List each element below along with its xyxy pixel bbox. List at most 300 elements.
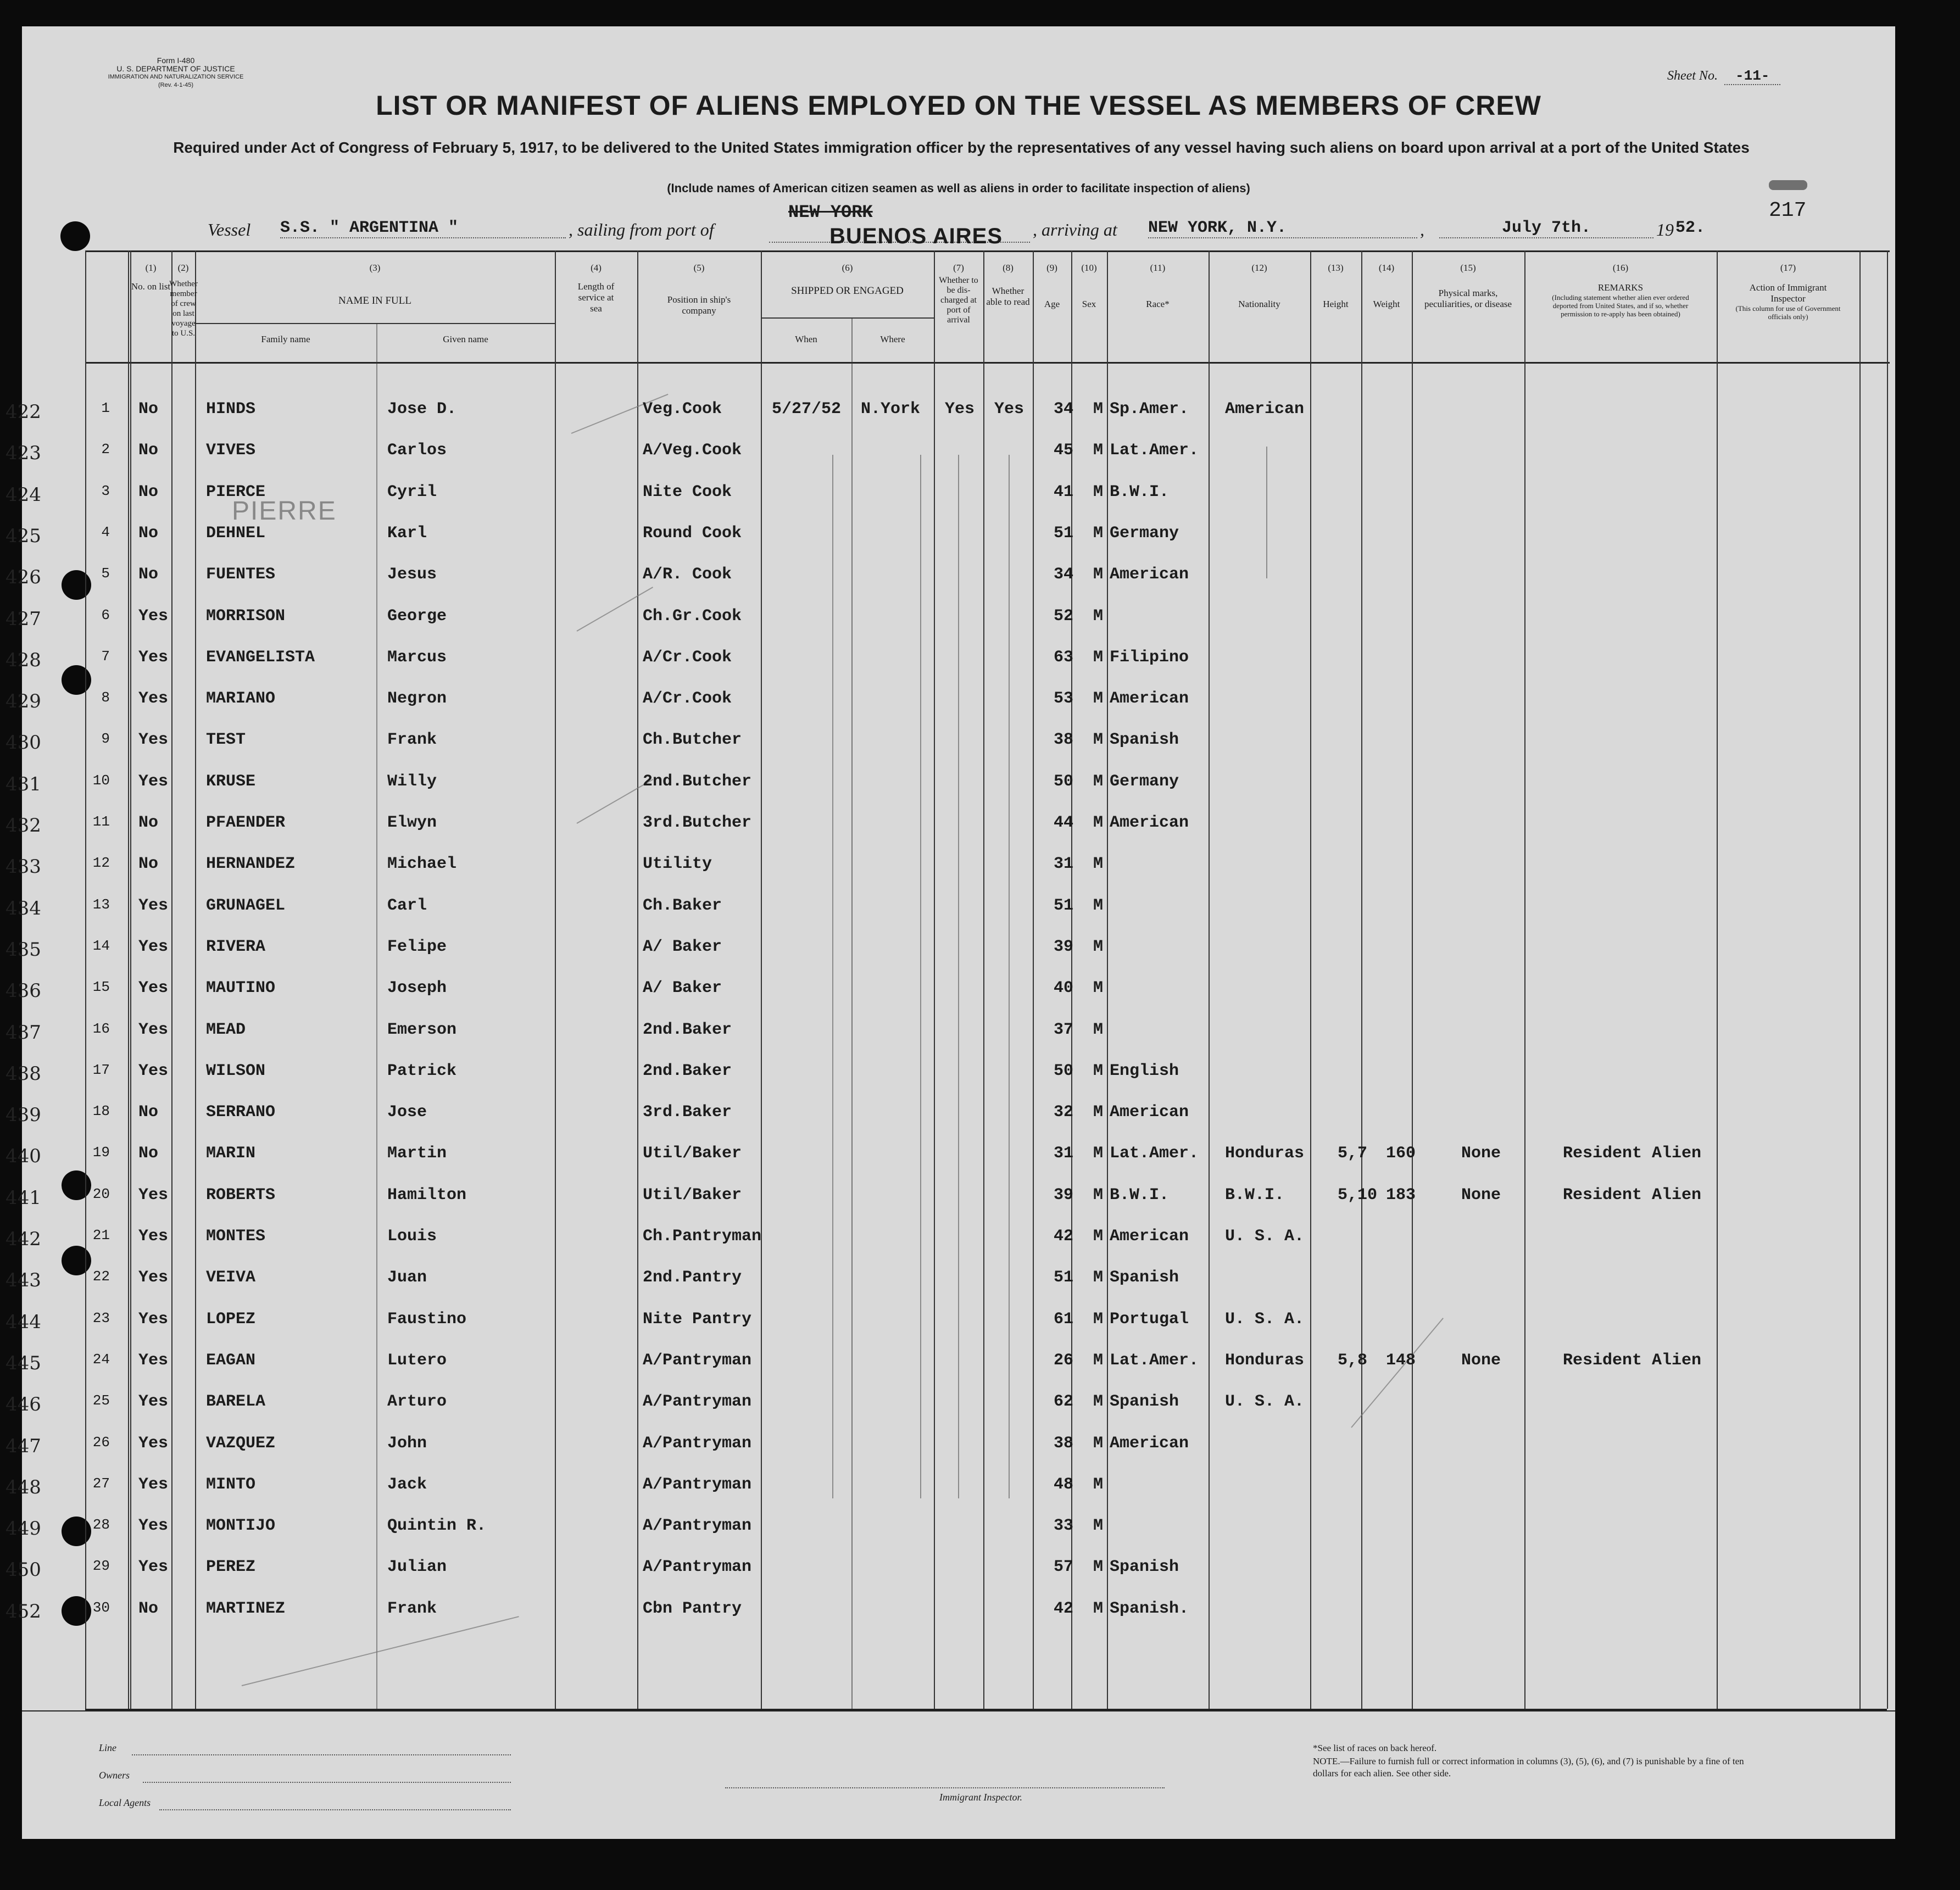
races-note: *See list of races on back hereof. — [1313, 1743, 1437, 1753]
table-row — [5, 523, 1895, 557]
col8-header — [983, 263, 1033, 308]
race-cell: English — [1110, 1061, 1179, 1080]
col-note: (This column for use of Government officials only) — [1735, 304, 1841, 321]
sex-cell: M — [1093, 1144, 1104, 1163]
age-cell: 61 — [1054, 1309, 1074, 1329]
list-number-cell: 3 — [101, 482, 110, 499]
col-label: Physical marks, peculiarities, or disease — [1424, 288, 1512, 309]
given-name-cell: Patrick — [387, 1061, 457, 1080]
col4-header — [555, 263, 637, 314]
col-label: Race* — [1146, 299, 1170, 309]
port-struck: NEW YORK — [788, 202, 873, 222]
form-id-block — [93, 57, 258, 90]
sex-cell: M — [1093, 606, 1104, 626]
inspector-label: Immigrant Inspector. — [939, 1792, 1022, 1803]
struck-number-blot — [1769, 180, 1807, 190]
physical-marks-cell: None — [1461, 1185, 1501, 1205]
handwritten-row-number: 422 — [5, 401, 41, 423]
family-name-cell: MARIN — [206, 1144, 256, 1163]
col10-header — [1071, 263, 1107, 310]
col-label: REMARKS — [1597, 282, 1644, 293]
age-cell: 51 — [1054, 1268, 1074, 1287]
race-cell: Lat.Amer. — [1110, 1351, 1199, 1370]
col-label: Action of Immigrant Inspector — [1749, 282, 1827, 304]
table-row — [5, 731, 1895, 763]
table-row — [5, 1268, 1895, 1301]
list-number-cell: 1 — [101, 400, 110, 416]
family-name-cell: MARIANO — [206, 689, 276, 709]
last-voyage-cell: No — [138, 523, 159, 543]
handwritten-row-number: 448 — [5, 1476, 41, 1498]
handwritten-row-number: 427 — [5, 607, 41, 630]
list-number-cell: 15 — [92, 979, 110, 996]
given-name-cell: Michael — [387, 855, 457, 874]
family-name-cell: MORRISON — [206, 606, 286, 626]
given-name-cell: Carl — [387, 896, 427, 915]
handwritten-row-number: 441 — [5, 1186, 41, 1209]
given-name-cell: Elwyn — [387, 813, 437, 832]
list-number-cell: 22 — [92, 1268, 110, 1285]
form-revision: (Rev. 4-1-45) — [158, 82, 193, 88]
age-cell: 50 — [1054, 772, 1074, 791]
age-cell: 31 — [1054, 855, 1074, 874]
handwritten-row-number: 435 — [5, 938, 41, 961]
page-title: LIST OR MANIFEST OF ALIENS EMPLOYED ON THE VESSEL AS MEMBERS OF CREW — [376, 90, 1541, 121]
race-cell: B.W.I. — [1110, 482, 1170, 501]
age-cell: 52 — [1054, 606, 1074, 626]
position-cell: Veg.Cook — [643, 400, 722, 419]
race-cell: American — [1110, 565, 1189, 584]
inspector-signature-line — [725, 1779, 1165, 1788]
manifest-sheet — [5, 26, 1895, 1839]
given-name-cell: Jack — [387, 1475, 427, 1494]
family-name-cell: DEHNEL — [206, 523, 266, 543]
table-row — [5, 1558, 1895, 1591]
handwritten-row-number: 449 — [5, 1518, 41, 1540]
family-name-cell: VIVES — [206, 441, 256, 460]
table-row — [5, 855, 1895, 888]
col-num: (13) — [1328, 263, 1344, 273]
last-voyage-cell: Yes — [138, 1475, 169, 1494]
height-cell: 5,10 — [1338, 1185, 1378, 1205]
physical-marks-cell: None — [1461, 1144, 1501, 1163]
form-agency: U. S. DEPARTMENT OF JUSTICE — [116, 64, 235, 73]
last-voyage-cell: No — [138, 855, 159, 874]
position-cell: A/R. Cook — [643, 565, 732, 584]
handwritten-row-number: 440 — [5, 1145, 41, 1168]
position-cell: A/ Baker — [643, 979, 722, 998]
penalty-note: NOTE.—Failure to furnish full or correct information in columns (3), (5), (6), and (7) is punishable by a fine of ten dollars for each alien. See other side. — [1313, 1756, 1744, 1779]
remarks-cell: Resident Alien — [1563, 1185, 1702, 1205]
family-name-cell: HINDS — [206, 400, 256, 419]
given-name-cell: Joseph — [387, 979, 447, 998]
table-row — [5, 400, 1895, 433]
col-num: (7) — [953, 263, 964, 273]
last-voyage-cell: Yes — [138, 1309, 169, 1329]
col-label: NAME IN FULL — [338, 295, 411, 306]
given-name-cell: Arturo — [387, 1392, 447, 1412]
sex-cell: M — [1093, 689, 1104, 709]
last-voyage-cell: Yes — [138, 1061, 169, 1080]
age-cell: 41 — [1054, 482, 1074, 501]
table-row — [5, 979, 1895, 1012]
handwritten-row-number: 444 — [5, 1311, 41, 1333]
list-number-cell: 28 — [92, 1517, 110, 1534]
col-label: No. on list — [131, 281, 171, 292]
last-voyage-cell: No — [138, 1103, 159, 1122]
given-name-cell: Cyril — [387, 482, 437, 501]
family-name-cell: MONTIJO — [206, 1517, 276, 1536]
race-cell: American — [1110, 813, 1189, 832]
sex-cell: M — [1093, 937, 1104, 956]
given-name-cell: Hamilton — [387, 1185, 467, 1205]
discharge-cell: Yes — [945, 400, 975, 419]
col-label: Whether to be dis-charged at port of arrival — [939, 276, 978, 325]
handwritten-annotation: PIERRE — [232, 497, 337, 526]
last-voyage-cell: No — [138, 813, 159, 832]
family-name-cell: SERRANO — [206, 1103, 276, 1122]
age-cell: 39 — [1054, 937, 1074, 956]
handwritten-row-number: 432 — [5, 815, 41, 837]
list-number-cell: 27 — [92, 1475, 110, 1492]
table-row — [5, 648, 1895, 681]
handwritten-row-number: 452 — [5, 1600, 41, 1623]
age-cell: 40 — [1054, 979, 1074, 998]
given-name-cell: Jose D. — [387, 400, 457, 419]
remarks-cell: Resident Alien — [1563, 1144, 1702, 1163]
family-name-cell: PIERCE — [206, 482, 266, 501]
position-cell: Utility — [643, 855, 712, 874]
col-label: Position in ship's company — [667, 294, 731, 316]
position-cell: 2nd.Butcher — [643, 772, 752, 791]
given-name-cell: Emerson — [387, 1020, 457, 1039]
list-number-cell: 8 — [101, 689, 110, 706]
table-row — [5, 1020, 1895, 1053]
last-voyage-cell: Yes — [138, 648, 169, 667]
footer-agents-field — [159, 1800, 511, 1810]
position-cell: A/Pantryman — [643, 1434, 752, 1453]
given-name-cell: Marcus — [387, 648, 447, 667]
list-number-cell: 25 — [92, 1392, 110, 1409]
table-row — [5, 1061, 1895, 1095]
age-cell: 62 — [1054, 1392, 1074, 1412]
given-name-cell: Willy — [387, 772, 437, 791]
sex-cell: M — [1093, 855, 1104, 874]
nationality-cell: Honduras — [1225, 1351, 1305, 1370]
family-name-cell: PFAENDER — [206, 813, 286, 832]
age-cell: 38 — [1054, 1434, 1074, 1453]
sex-cell: M — [1093, 1558, 1104, 1577]
remarks-cell: Resident Alien — [1563, 1351, 1702, 1370]
last-voyage-cell: Yes — [138, 606, 169, 626]
sex-cell: M — [1093, 813, 1104, 832]
family-name-cell: KRUSE — [206, 772, 256, 791]
col14-header — [1361, 263, 1412, 310]
list-number-cell: 5 — [101, 565, 110, 582]
list-number-cell: 13 — [92, 896, 110, 913]
sex-cell: M — [1093, 565, 1104, 584]
sex-cell: M — [1093, 523, 1104, 543]
list-number-cell: 11 — [92, 813, 110, 830]
sex-cell: M — [1093, 1020, 1104, 1039]
race-cell: Spanish — [1110, 1558, 1179, 1577]
race-cell: American — [1110, 689, 1189, 709]
position-cell: A/Pantryman — [643, 1351, 752, 1370]
arrival-date: July 7th. — [1439, 219, 1653, 238]
sex-cell: M — [1093, 1392, 1104, 1412]
list-number-cell: 17 — [92, 1061, 110, 1078]
sheet-label: Sheet No. — [1667, 69, 1718, 83]
list-number-cell: 21 — [92, 1227, 110, 1244]
last-voyage-cell: Yes — [138, 1434, 169, 1453]
sex-cell: M — [1093, 772, 1104, 791]
sex-cell: M — [1093, 648, 1104, 667]
last-voyage-cell: Yes — [138, 1020, 169, 1039]
sex-cell: M — [1093, 1517, 1104, 1536]
list-number-cell: 9 — [101, 731, 110, 748]
race-cell: Lat.Amer. — [1110, 1144, 1199, 1163]
age-cell: 34 — [1054, 400, 1074, 419]
race-cell: Germany — [1110, 523, 1179, 543]
given-name-header: Given name — [443, 334, 488, 344]
col7-header — [934, 263, 983, 325]
family-name-cell: EAGAN — [206, 1351, 256, 1370]
weight-cell: 160 — [1386, 1144, 1416, 1163]
last-voyage-cell: No — [138, 400, 159, 419]
handwritten-row-number: 429 — [5, 690, 41, 713]
table-row — [5, 1227, 1895, 1260]
position-cell: Nite Pantry — [643, 1309, 752, 1329]
position-cell: 2nd.Baker — [643, 1020, 732, 1039]
sex-cell: M — [1093, 1309, 1104, 1329]
col-num: (8) — [1003, 263, 1014, 273]
last-voyage-cell: Yes — [138, 979, 169, 998]
col-label: Height — [1323, 299, 1349, 309]
age-cell: 50 — [1054, 1061, 1074, 1080]
form-number: Form I-480 — [157, 56, 195, 65]
handwritten-row-number: 428 — [5, 649, 41, 671]
position-cell: A/Pantryman — [643, 1558, 752, 1577]
sex-cell: M — [1093, 896, 1104, 915]
handwritten-row-number: 438 — [5, 1062, 41, 1085]
table-row — [5, 896, 1895, 929]
list-number-cell: 26 — [92, 1434, 110, 1451]
sex-cell: M — [1093, 482, 1104, 501]
given-name-cell: George — [387, 606, 447, 626]
age-cell: 34 — [1054, 565, 1074, 584]
race-cell: Sp.Amer. — [1110, 400, 1189, 419]
table-row — [5, 1309, 1895, 1343]
page-subtitle: Required under Act of Congress of February 5, 1917, to be delivered to the United States immigration officer by the representatives of any vessel having such aliens on board upon arrival at a port of the United States — [173, 139, 1750, 156]
age-cell: 31 — [1054, 1144, 1074, 1163]
family-name-cell: VEIVA — [206, 1268, 256, 1287]
table-row — [5, 1185, 1895, 1219]
given-name-cell: Martin — [387, 1144, 447, 1163]
handwritten-row-number: 450 — [5, 1559, 41, 1581]
last-voyage-cell: No — [138, 1144, 159, 1163]
position-cell: Util/Baker — [643, 1144, 742, 1163]
age-cell: 48 — [1054, 1475, 1074, 1494]
race-cell: Spanish — [1110, 1392, 1179, 1412]
col-label: Weight — [1373, 299, 1400, 309]
list-number-cell: 2 — [101, 441, 110, 458]
position-cell: Ch.Butcher — [643, 731, 742, 750]
col-num: (4) — [591, 263, 602, 273]
col13-header — [1310, 263, 1361, 310]
age-cell: 33 — [1054, 1517, 1074, 1536]
position-cell: 3rd.Baker — [643, 1103, 732, 1122]
race-cell: Portugal — [1110, 1309, 1189, 1329]
last-voyage-cell: No — [138, 1599, 159, 1618]
year-prefix: 19 — [1656, 220, 1674, 239]
table-row — [5, 1103, 1895, 1136]
handwritten-row-number: 423 — [5, 442, 41, 465]
handwritten-row-number: 425 — [5, 525, 41, 547]
family-name-cell: WILSON — [206, 1061, 266, 1080]
col6-header — [761, 263, 934, 297]
handwritten-row-number: 431 — [5, 773, 41, 795]
arriving-label: , arriving at — [1033, 220, 1117, 239]
position-cell: Ch.Gr.Cook — [643, 606, 742, 626]
age-cell: 63 — [1054, 648, 1074, 667]
col-label: Sex — [1082, 299, 1096, 309]
footer-owners-label: Owners — [99, 1770, 130, 1781]
table-row — [5, 1392, 1895, 1425]
col3-header — [195, 263, 555, 306]
handwritten-row-number: 447 — [5, 1435, 41, 1457]
last-voyage-cell: Yes — [138, 1558, 169, 1577]
race-cell: Spanish — [1110, 1268, 1179, 1287]
table-row — [5, 1144, 1895, 1177]
last-voyage-cell: Yes — [138, 937, 169, 956]
sex-cell: M — [1093, 400, 1104, 419]
position-cell: A/ Baker — [643, 937, 722, 956]
last-voyage-cell: Yes — [138, 1392, 169, 1412]
punch-hole — [60, 221, 90, 251]
age-cell: 42 — [1054, 1599, 1074, 1618]
footer-line-label: Line — [99, 1742, 117, 1753]
given-name-cell: Negron — [387, 689, 447, 709]
position-cell: A/Pantryman — [643, 1392, 752, 1412]
age-cell: 51 — [1054, 523, 1074, 543]
family-name-cell: MAUTINO — [206, 979, 276, 998]
height-cell: 5,7 — [1338, 1144, 1368, 1163]
given-name-cell: Lutero — [387, 1351, 447, 1370]
last-voyage-cell: No — [138, 565, 159, 584]
list-number-cell: 18 — [92, 1103, 110, 1120]
position-cell: A/Cr.Cook — [643, 689, 732, 709]
family-name-cell: MINTO — [206, 1475, 256, 1494]
family-name-cell: VAZQUEZ — [206, 1434, 276, 1453]
family-name-cell: MARTINEZ — [206, 1599, 286, 1618]
given-name-cell: Frank — [387, 731, 437, 750]
age-cell: 44 — [1054, 813, 1074, 832]
height-cell: 5,8 — [1338, 1351, 1368, 1370]
col5-header — [637, 263, 761, 316]
nationality-cell: Honduras — [1225, 1144, 1305, 1163]
position-cell: Cbn Pantry — [643, 1599, 742, 1618]
last-voyage-cell: Yes — [138, 772, 169, 791]
col-num: (17) — [1780, 263, 1796, 273]
shipped-where-cell: N.York — [861, 400, 921, 419]
family-name-cell: PEREZ — [206, 1558, 256, 1577]
age-cell: 39 — [1054, 1185, 1074, 1205]
list-number-cell: 4 — [101, 523, 110, 540]
family-name-cell: LOPEZ — [206, 1309, 256, 1329]
family-name-cell: RIVERA — [206, 937, 266, 956]
race-cell: Filipino — [1110, 648, 1189, 667]
last-voyage-cell: Yes — [138, 1185, 169, 1205]
stamp-number: 217 — [1769, 199, 1807, 222]
table-row — [5, 689, 1895, 722]
handwritten-row-number: 439 — [5, 1104, 41, 1127]
list-number-cell: 6 — [101, 606, 110, 623]
family-name-cell: EVANGELISTA — [206, 648, 315, 667]
table-row — [5, 1434, 1895, 1467]
given-name-cell: Carlos — [387, 441, 447, 460]
age-cell: 38 — [1054, 731, 1074, 750]
physical-marks-cell: None — [1461, 1351, 1501, 1370]
given-name-cell: Juan — [387, 1268, 427, 1287]
handwritten-row-number: 430 — [5, 732, 41, 754]
table-row — [5, 606, 1895, 640]
race-cell: American — [1110, 1227, 1189, 1246]
list-number-cell: 10 — [92, 772, 110, 789]
last-voyage-cell: Yes — [138, 1227, 169, 1246]
col-num: (11) — [1150, 263, 1166, 273]
family-name-cell: FUENTES — [206, 565, 276, 584]
family-name-header: Family name — [261, 334, 310, 344]
year-suffix: 52. — [1675, 219, 1706, 237]
table-row — [5, 1517, 1895, 1549]
list-number-cell: 12 — [92, 855, 110, 872]
position-cell: Ch.Pantryman — [643, 1227, 762, 1246]
footer-owners-field — [143, 1773, 511, 1783]
list-number-cell: 29 — [92, 1558, 110, 1575]
sex-cell: M — [1093, 1061, 1104, 1080]
list-number-cell: 23 — [92, 1309, 110, 1326]
handwritten-row-number: 433 — [5, 856, 41, 878]
col-num: (12) — [1251, 263, 1267, 273]
shipped-when-cell: 5/27/52 — [772, 400, 842, 419]
given-name-cell: Louis — [387, 1227, 437, 1246]
age-cell: 51 — [1054, 896, 1074, 915]
footer-rule — [22, 1710, 1895, 1711]
family-name-cell: GRUNAGEL — [206, 896, 286, 915]
race-cell: American — [1110, 1434, 1189, 1453]
family-name-cell: TEST — [206, 731, 246, 750]
sex-cell: M — [1093, 1268, 1104, 1287]
nationality-cell: U. S. A. — [1225, 1309, 1305, 1329]
position-cell: Round Cook — [643, 523, 742, 543]
given-name-cell: Jose — [387, 1103, 427, 1122]
col-label: Length of service at sea — [577, 281, 615, 314]
handwritten-row-number: 443 — [5, 1269, 41, 1292]
col2-num: (2) — [177, 263, 189, 273]
position-cell: Nite Cook — [643, 482, 732, 501]
family-name-cell: MEAD — [206, 1020, 246, 1039]
col-label: SHIPPED OR ENGAGED — [791, 285, 904, 297]
position-cell: 2nd.Baker — [643, 1061, 732, 1080]
col15-header — [1412, 263, 1524, 310]
table-row — [5, 772, 1895, 805]
table-row — [5, 441, 1895, 474]
arriving-port: NEW YORK, N.Y. — [1148, 219, 1417, 238]
last-voyage-cell: Yes — [138, 689, 169, 709]
weight-cell: 183 — [1386, 1185, 1416, 1205]
given-name-cell: Karl — [387, 523, 427, 543]
handwritten-row-number: 424 — [5, 483, 41, 506]
